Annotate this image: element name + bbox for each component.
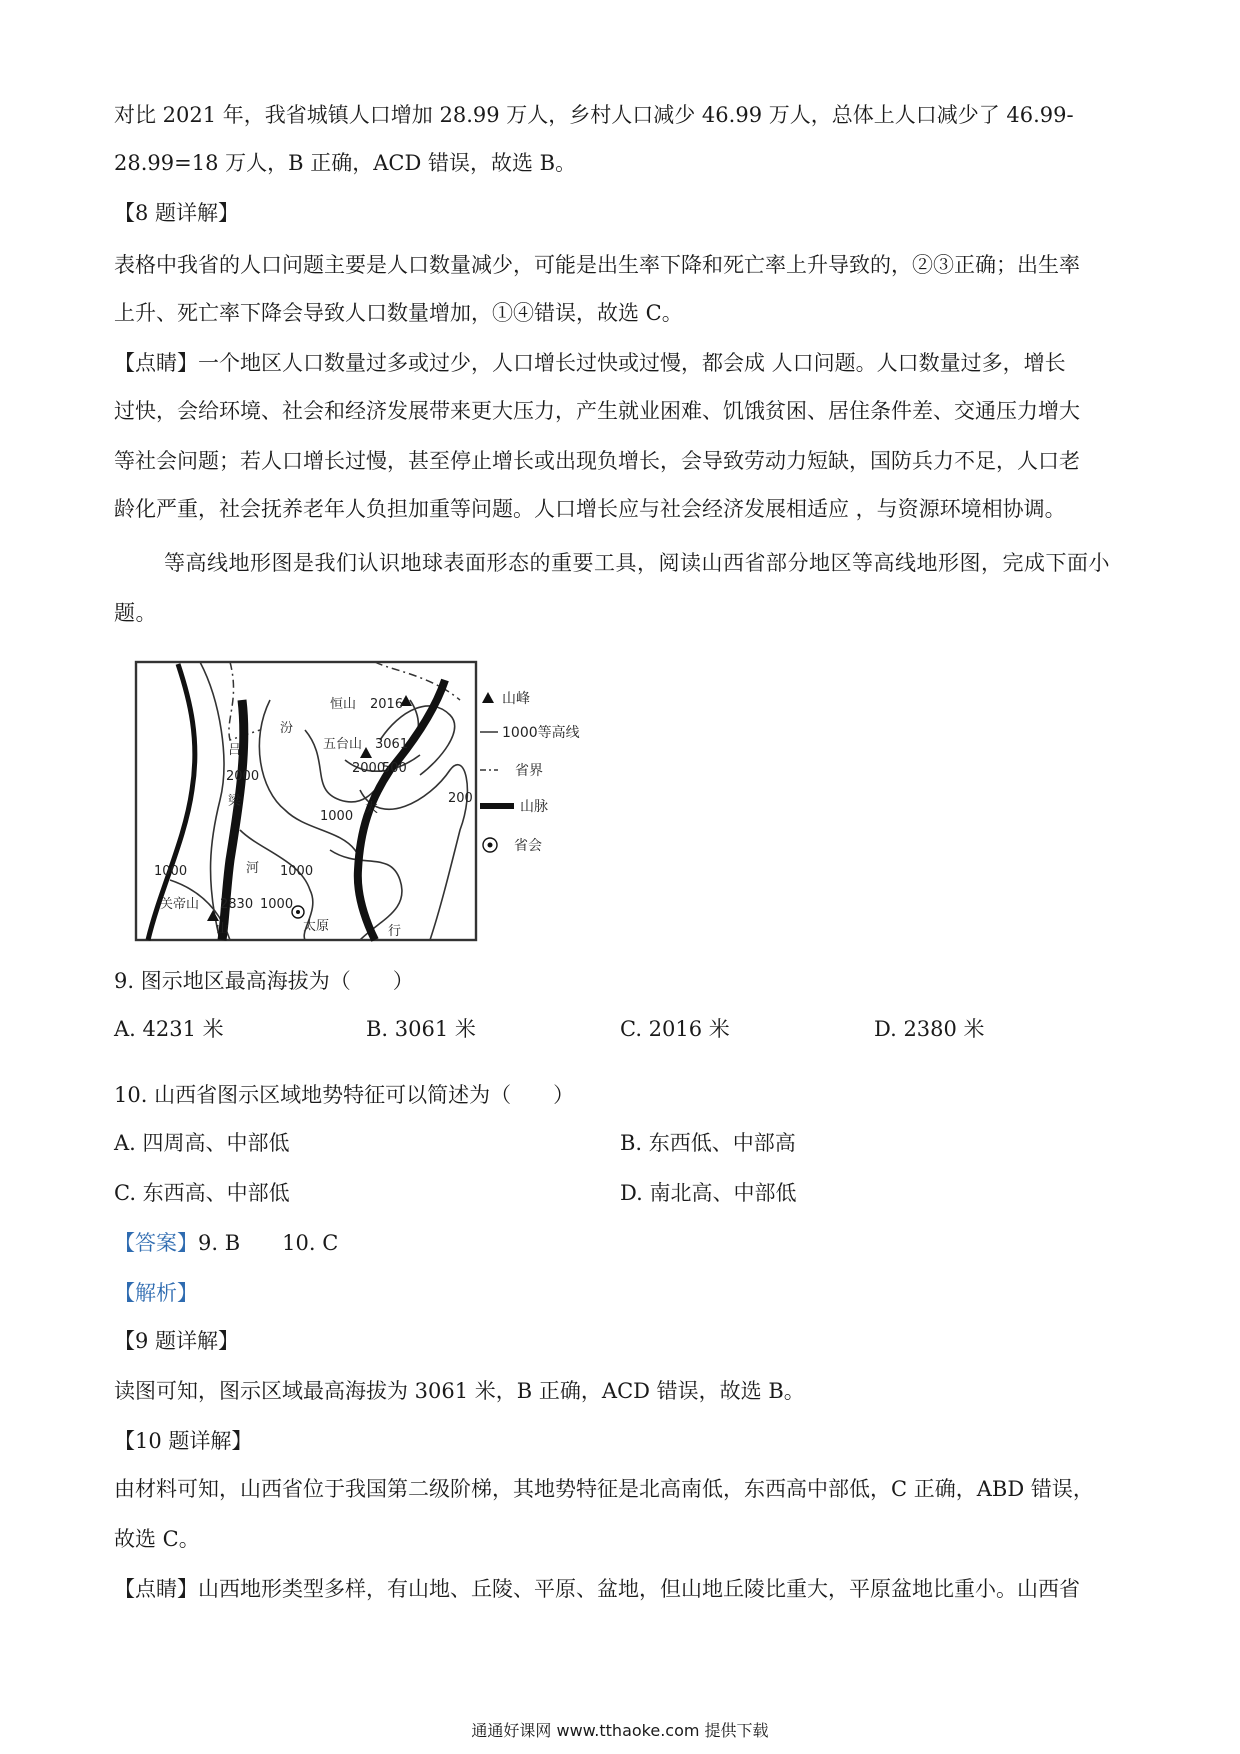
option-b: B. 东西低、中部高 (620, 1131, 796, 1155)
map-label-contour: 1000 (154, 864, 188, 879)
map-label-taiyuan: 太原 (303, 919, 330, 934)
answer-line (114, 1228, 338, 1258)
text-line: 表格中我省的人口问题主要是人口数量减少，可能是出生率下降和死亡率上升导致的，②③正确；出生率 (114, 253, 1080, 277)
tip-line: 龄化严重，社会抚养老年人负担加重等问题。人口增长应与社会经济发展相适应 ，与资源环境相协调。 (114, 497, 1066, 521)
map-label-contour: 200 (448, 791, 473, 806)
map-label-liang: 梁 (228, 794, 242, 809)
question-stem: 9. 图示地区最高海拔为（ ） (114, 969, 414, 993)
analysis-label: 【解析】 (114, 1281, 198, 1305)
map-label-contour: 2000 (352, 761, 386, 776)
map-label-he: 河 (246, 861, 260, 876)
section-header: 【9 题详解】 (114, 1329, 240, 1353)
text-line: 对比 2021 年，我省城镇人口增加 28.99 万人，乡村人口减少 46.99 万人，总体上人口减少了 46.99- (114, 103, 1074, 127)
option-a: A. 4231 米 (114, 1017, 224, 1041)
map-label-contour: 1000 (260, 897, 294, 912)
map-label-guandishan: 关帝山 (160, 897, 200, 912)
question-stem: 10. 山西省图示区域地势特征可以简述为（ ） (114, 1083, 575, 1107)
text-line: 读图可知，图示区域最高海拔为 3061 米，B 正确，ACD 错误，故选 B。 (114, 1379, 805, 1403)
legend-capital: 省会 (514, 838, 542, 854)
contour-map (130, 640, 580, 946)
section-header: 【8 题详解】 (114, 201, 240, 225)
map-label-fen: 汾 (280, 721, 294, 736)
text-line: 上升、死亡率下降会导致人口数量增加，①④错误，故选 C。 (114, 301, 683, 325)
map-label-contour: 1000 (280, 864, 314, 879)
map-label-lv: 吕 (228, 743, 242, 758)
map-label-elevation: 3061 (375, 737, 409, 752)
map-label-hengshan: 恒山 (330, 697, 357, 712)
intro-line: 题。 (114, 601, 157, 625)
tip-line: 过快，会给环境、社会和经济发展带来更大压力，产生就业困难、饥饿贫困、居住条件差、交通压力增大 (114, 399, 1080, 423)
tip-line: 【点睛】一个地区人口数量过多或过少，人口增长过快或过慢，都会成 人口问题。人口数量过多，增长 (114, 351, 1066, 375)
answer-text: 9. B 10. C (198, 1231, 339, 1255)
text-line: 由材料可知，山西省位于我国第二级阶梯，其地势特征是北高南低，东西高中部低，C 正确，ABD 错误， (114, 1477, 1094, 1501)
map-label-elevation: 2830 (220, 897, 254, 912)
map-label-xing: 行 (388, 924, 402, 939)
map-label-wutaishan: 五台山 (323, 737, 363, 752)
text-line: 28.99=18 万人，B 正确，ACD 错误，故选 B。 (114, 151, 577, 175)
option-c: C. 东西高、中部低 (114, 1181, 290, 1205)
answer-label: 【答案】 (114, 1231, 198, 1255)
intro-line: 等高线地形图是我们认识地球表面形态的重要工具，阅读山西省部分地区等高线地形图，完成下面小 (164, 551, 1110, 575)
map-label-tai: 太 (365, 801, 379, 816)
tip-line: 等社会问题；若人口增长过慢，甚至停止增长或出现负增长，会导致劳动力短缺，国防兵力不足，人口老 (114, 449, 1080, 473)
map-label-contour: 500 (382, 761, 407, 776)
legend-range: 山脉 (520, 799, 548, 815)
legend-peak: 山峰 (502, 691, 530, 707)
option-b: B. 3061 米 (366, 1017, 476, 1041)
option-d: D. 2380 米 (874, 1017, 985, 1041)
option-d: D. 南北高、中部低 (620, 1181, 797, 1205)
map-label-contour: 1000 (320, 809, 354, 824)
map-label-elevation: 2016 (370, 697, 404, 712)
legend-border: 省界 (515, 763, 543, 779)
tip-line: 【点睛】山西地形类型多样，有山地、丘陵、平原、盆地，但山地丘陵比重大，平原盆地比重小。山西省 (114, 1577, 1080, 1601)
option-a: A. 四周高、中部低 (114, 1131, 290, 1155)
footer: 通通好课网 www.tthaoke.com 提供下载 (471, 1721, 769, 1740)
map-label-shan: 山 (216, 922, 230, 937)
legend-contour: 1000等高线 (502, 725, 580, 741)
section-header: 【10 题详解】 (114, 1429, 253, 1453)
option-c: C. 2016 米 (620, 1017, 730, 1041)
text-line: 故选 C。 (114, 1527, 200, 1551)
map-label-contour: 2000 (226, 769, 260, 784)
